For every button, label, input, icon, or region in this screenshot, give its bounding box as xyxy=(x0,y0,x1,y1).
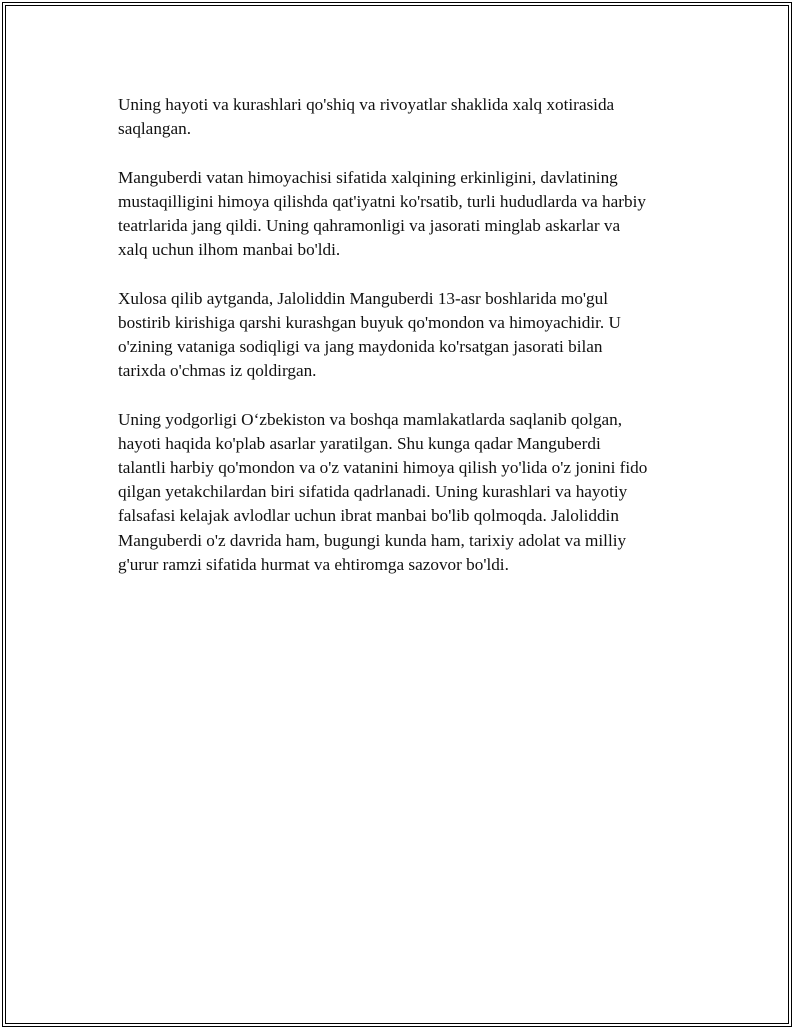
document-body xyxy=(118,93,678,601)
paragraph-2: Manguberdi vatan himoyachisi sifatida xalqining erkinligini, davlatining mustaqilligini himoya qilishda qat'iyatni ko'rsatib, turli hududlarda va harbiy teatrlarida jang qildi. Uning qahramonligi va jasorati minglab askarlar va xalq uchun ilhom manbai bo'ldi. xyxy=(118,167,646,260)
paragraph-1: Uning hayoti va kurashlari qo'shiq va rivoyatlar shaklida xalq xotirasida saqlangan. xyxy=(118,95,615,139)
paragraph-3: Xulosa qilib aytganda, Jaloliddin Manguberdi 13-asr boshlarida mo'gul bostirib kirishiga qarshi kurashgan buyuk qo'mondon va himoyachidir. U o'zining vataniga sodiqligi va jang maydonida ko'rsatgan jasorati bilan tarixda o'chmas iz qoldirgan. xyxy=(118,288,621,381)
paragraph-4: Uning yodgorligi O‘zbekiston va boshqa mamlakatlarda saqlanib qolgan, hayoti haqida ko'plab asarlar yaratilgan. Shu kunga qadar Manguberdi talantli harbiy qo'mondon va o'z vatanini himoya qilish yo'lida o'z jonini fido qilgan yetakchilardan biri sifatida qadrlanadi. Uning kurashlari va hayotiy falsafasi kelajak avlodlar uchun ibrat manbai bo'lib qolmoqda. Jaloliddin Manguberdi o'z davrida ham, bugungi kunda ham, tarixiy adolat va milliy g'urur ramzi sifatida hurmat va ehtiromga sazovor bo'ldi. xyxy=(118,409,648,574)
